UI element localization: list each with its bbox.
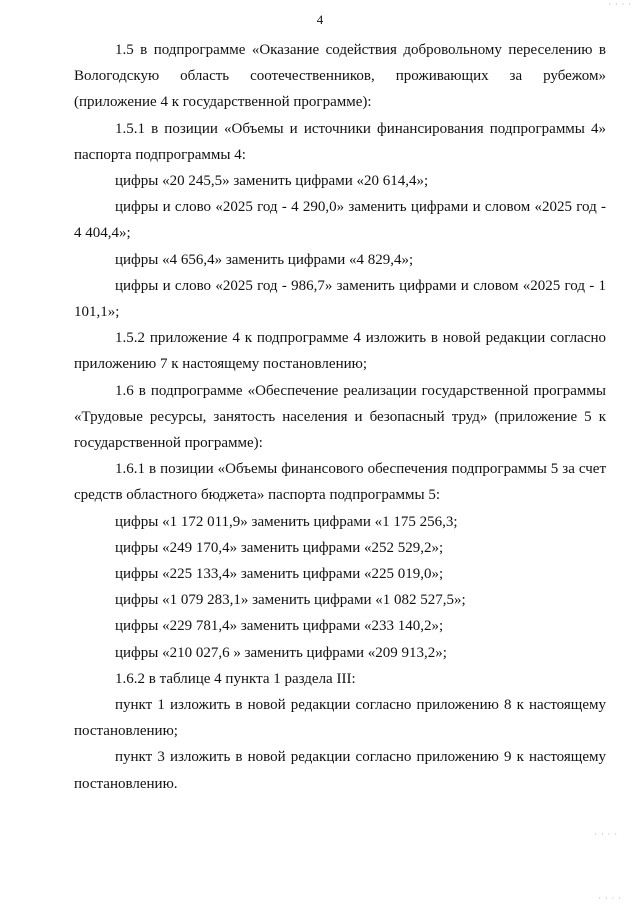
paragraph-replace-2025-regional: цифры и слово «2025 год - 986,7» заменить цифрами и словом «2025 год - 1 101,1»; (74, 277, 606, 321)
paragraph-replace-1: цифры «1 172 011,9» заменить цифрами «1 175 256,3; (115, 513, 458, 530)
paragraph-1-6-1: 1.6.1 в позиции «Объемы финансового обеспечения подпрограммы 5 за счет средств областного бюджета» паспорта подпрограммы 5: (74, 461, 606, 504)
scan-artifact-middle: · · · · (594, 830, 618, 839)
paragraph-replace-2: цифры «249 170,4» заменить цифрами «252 529,2»; (115, 539, 444, 556)
page-number: 4 (316, 12, 324, 27)
paragraph-1-5: 1.5 в подпрограмме «Оказание содействия добровольному переселению в Вологодскую область соотечественников, проживающих за рубежом» (приложение 4 к государственной программе): (74, 42, 606, 111)
paragraph-replace-5: цифры «229 781,4» заменить цифрами «233 140,2»; (115, 618, 444, 635)
paragraph-point-3: пункт 3 изложить в новой редакции согласно приложению 9 к настоящему постановлению. (74, 749, 606, 792)
paragraph-replace-4: цифры «1 079 283,1» заменить цифрами «1 082 527,5»; (115, 592, 466, 609)
paragraph-replace-2025-total: цифры и слово «2025 год - 4 290,0» заменить цифрами и словом «2025 год - 4 404,4»; (74, 199, 606, 242)
paragraph-1-5-1: 1.5.1 в позиции «Объемы и источники финансирования подпрограммы 4» паспорта подпрограммы 4: (74, 120, 606, 163)
paragraph-1-5-2: 1.5.2 приложение 4 к подпрограмме 4 изложить в новой редакции согласно приложению 7 к настоящему постановлению; (74, 330, 606, 373)
paragraph-point-1: пункт 1 изложить в новой редакции согласно приложению 8 к настоящему постановлению; (74, 697, 606, 740)
scan-artifact-top: · · · · (608, 0, 632, 9)
scan-artifact-bottom: · · · · (598, 894, 622, 903)
paragraph-1-6-2: 1.6.2 в таблице 4 пункта 1 раздела III: (115, 670, 356, 687)
paragraph-replace-total: цифры «20 245,5» заменить цифрами «20 614,4»; (115, 173, 429, 190)
paragraph-replace-regional: цифры «4 656,4» заменить цифрами «4 829,4»; (115, 251, 414, 268)
paragraph-replace-3: цифры «225 133,4» заменить цифрами «225 019,0»; (115, 566, 444, 583)
document-body (74, 37, 606, 797)
paragraph-replace-6: цифры «210 027,6 » заменить цифрами «209 913,2»; (115, 644, 447, 661)
paragraph-1-6: 1.6 в подпрограмме «Обеспечение реализации государственной программы «Трудовые ресурсы, занятость населения и безопасный труд» (приложение 5 к государственной программе): (74, 382, 606, 452)
